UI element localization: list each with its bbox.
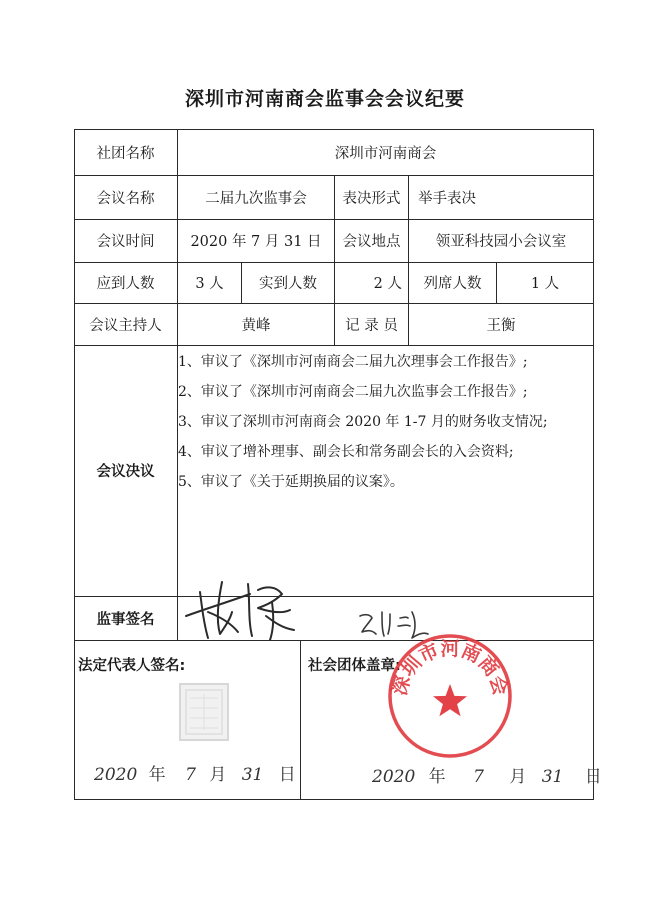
seal-text: 深圳市河南商会 (388, 637, 512, 698)
meeting-time-label: 会议时间 (96, 234, 155, 250)
resolutions-label: 会议决议 (96, 464, 155, 480)
date-month-unit: 月 (509, 767, 527, 787)
expected-count-label: 应到人数 (96, 276, 155, 292)
actual-count-value: 2 人 (373, 276, 402, 292)
actual-count-label: 实到人数 (259, 276, 317, 292)
vote-form-value: 举手表决 (418, 190, 476, 207)
recorder-value: 王衡 (486, 317, 516, 334)
date-day: 31 (241, 765, 264, 785)
legal-rep-stamp-imprint (176, 680, 232, 744)
recorder-label: 记 录 员 (345, 317, 398, 334)
org-seal-date (372, 762, 602, 787)
resolution-item: 2、审议了《深圳市河南商会二届九次监事会工作报告》; (178, 384, 528, 400)
org-seal-label: 社会团体盖章: (308, 657, 401, 674)
legal-rep-sign-label: 法定代表人签名: (78, 657, 186, 674)
organization-seal (384, 630, 516, 762)
date-month: 7 (185, 765, 196, 785)
date-day-unit: 日 (278, 765, 296, 785)
org-name-value: 深圳市河南商会 (334, 145, 437, 162)
meeting-name-value: 二届九次监事会 (205, 190, 307, 207)
meeting-place-label: 会议地点 (342, 234, 401, 250)
date-year: 2020 (372, 767, 416, 787)
date-year: 2020 (94, 765, 138, 785)
minutes-table (74, 129, 594, 800)
resolution-item: 4、审议了增补理事、副会长和常务副会长的入会资料; (178, 444, 514, 460)
date-month-unit: 月 (209, 765, 227, 785)
date-year-unit: 年 (428, 767, 446, 787)
meeting-place-value: 领亚科技园小会议室 (435, 234, 567, 250)
host-label: 会议主持人 (89, 317, 162, 334)
date-month: 7 (473, 767, 484, 787)
meeting-time-value: 2020 年 7 月 31 日 (190, 234, 322, 250)
meeting-name-label: 会议名称 (96, 190, 155, 207)
vote-form-label: 表决形式 (342, 190, 401, 207)
org-name-label: 社团名称 (96, 145, 155, 162)
date-day-unit: 日 (584, 767, 602, 787)
resolution-item: 1、审议了《深圳市河南商会二届九次理事会工作报告》; (178, 354, 528, 370)
legal-rep-date (94, 760, 296, 785)
resolutions-list (178, 347, 588, 497)
resolution-item: 3、审议了深圳市河南商会 2020 年 1-7 月的财务收支情况; (178, 414, 548, 430)
star-icon (433, 684, 467, 716)
document-title: 深圳市河南商会监事会会议纪要 (184, 88, 465, 110)
attendee-count-value: 1 人 (530, 276, 560, 292)
date-year-unit: 年 (148, 765, 166, 785)
resolution-item: 5、审议了《关于延期换届的议案》。 (178, 474, 404, 490)
date-day: 31 (541, 767, 564, 787)
supervisor-sign-label: 监事签名 (96, 611, 155, 628)
host-value: 黄峰 (241, 317, 271, 334)
supervisor-signature-1 (178, 572, 308, 644)
attendee-count-label: 列席人数 (423, 276, 482, 292)
expected-count-value: 3 人 (195, 276, 224, 292)
